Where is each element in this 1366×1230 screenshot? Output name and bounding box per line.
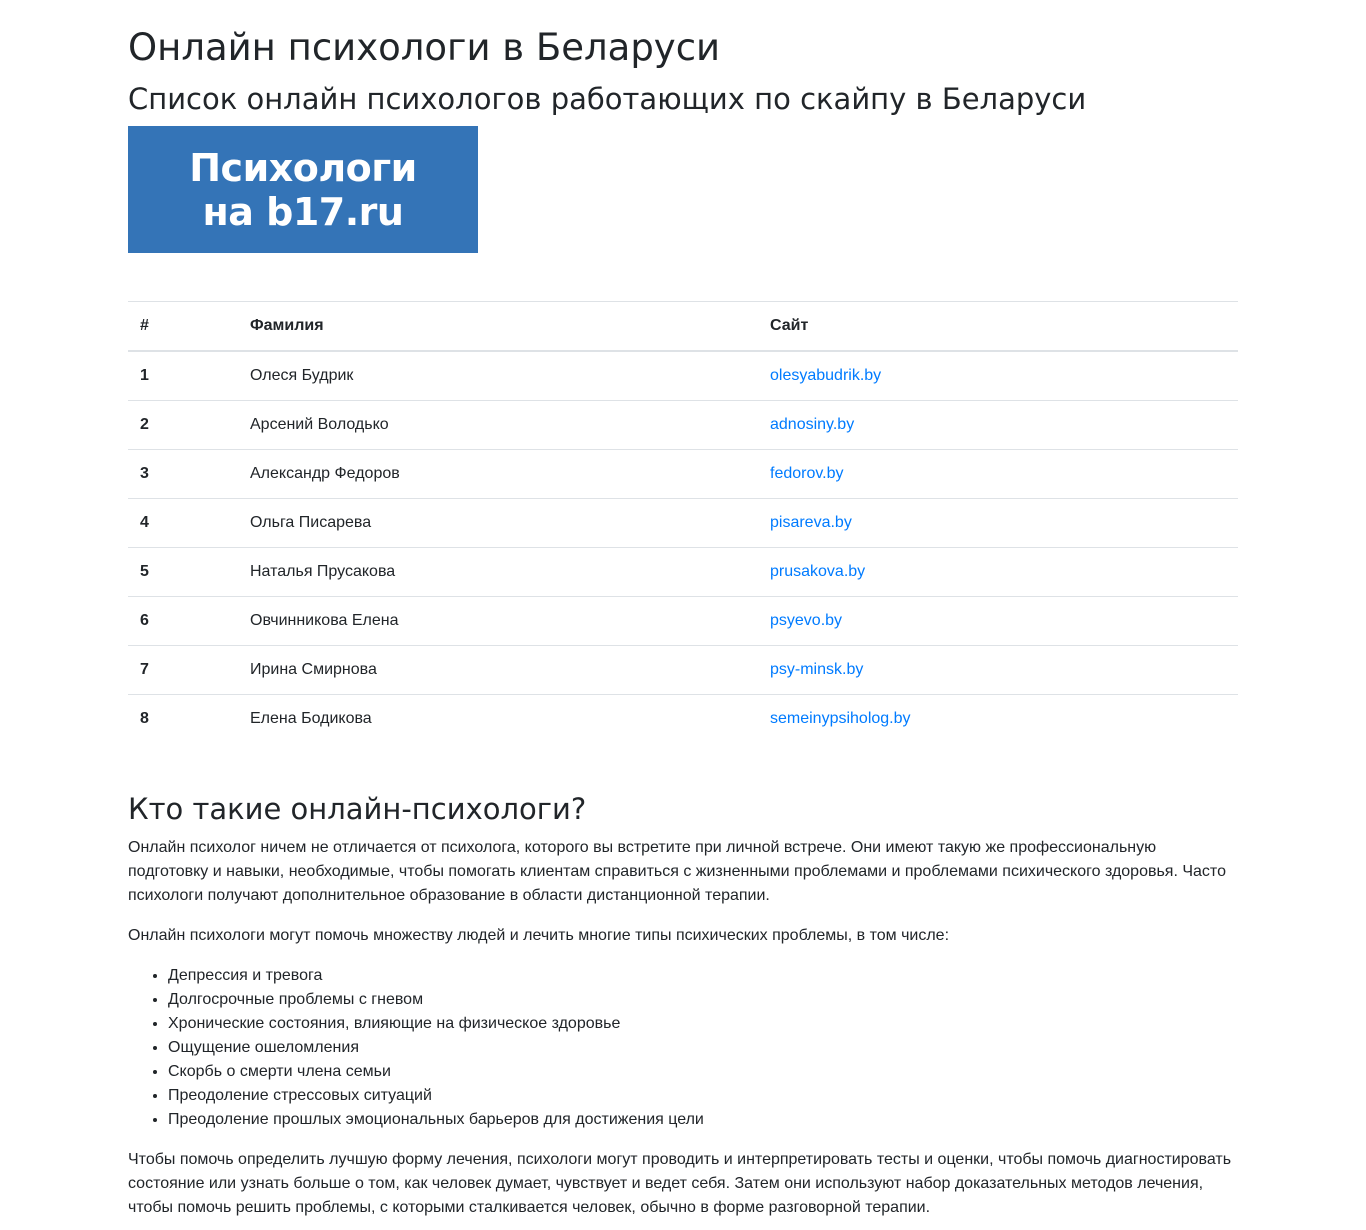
row-name: Ирина Смирнова	[238, 646, 758, 695]
site-link[interactable]: psyevo.by	[770, 612, 843, 629]
b17-banner[interactable]	[128, 126, 478, 253]
table-row	[128, 695, 1238, 744]
problems-list	[128, 964, 1238, 1132]
site-link[interactable]: psy-minsk.by	[770, 661, 864, 678]
row-number: 4	[128, 499, 238, 548]
row-site-cell	[758, 548, 1238, 597]
row-site-cell	[758, 499, 1238, 548]
site-link[interactable]: fedorov.by	[770, 465, 844, 482]
list-item: • Ощущение ошеломления	[168, 1036, 1238, 1060]
banner-text	[189, 146, 417, 234]
row-name: Арсений Володько	[238, 401, 758, 450]
row-number: 3	[128, 450, 238, 499]
row-name: Александр Федоров	[238, 450, 758, 499]
table-row	[128, 450, 1238, 499]
list-item: • Долгосрочные проблемы с гневом	[168, 988, 1238, 1012]
table-row	[128, 401, 1238, 450]
row-site-cell	[758, 695, 1238, 744]
table-row	[128, 499, 1238, 548]
list-item: • Депрессия и тревога	[168, 964, 1238, 988]
row-name: Овчинникова Елена	[238, 597, 758, 646]
list-item: • Преодоление стрессовых ситуаций	[168, 1084, 1238, 1108]
site-link[interactable]: olesyabudrik.by	[770, 367, 882, 384]
list-item: • Скорбь о смерти члена семьи	[168, 1060, 1238, 1084]
row-number: 2	[128, 401, 238, 450]
row-number: 8	[128, 695, 238, 744]
row-name: Олеся Будрик	[238, 351, 758, 401]
page-container	[128, 0, 1238, 1220]
site-link[interactable]: prusakova.by	[770, 563, 866, 580]
list-item: • Хронические состояния, влияющие на физическое здоровье	[168, 1012, 1238, 1036]
row-number: 1	[128, 351, 238, 401]
table-row	[128, 646, 1238, 695]
banner-line-1: Психологи	[189, 145, 417, 190]
header-surname: Фамилия	[238, 302, 758, 352]
row-site-cell	[758, 450, 1238, 499]
page-title: Онлайн психологи в Беларуси	[128, 26, 721, 69]
site-link[interactable]: semeinypsiholog.by	[770, 710, 911, 727]
section-heading: Кто такие онлайн-психологи?	[128, 792, 587, 826]
row-site-cell	[758, 351, 1238, 401]
list-item: • Преодоление прошлых эмоциональных барьеров для достижения цели	[168, 1108, 1238, 1132]
table-row	[128, 351, 1238, 401]
row-number: 7	[128, 646, 238, 695]
table-row	[128, 597, 1238, 646]
row-site-cell	[758, 401, 1238, 450]
site-link[interactable]: adnosiny.by	[770, 416, 855, 433]
row-name: Ольга Писарева	[238, 499, 758, 548]
psychologists-table	[128, 301, 1238, 743]
header-site: Сайт	[758, 302, 1238, 352]
banner-line-2: на b17.ru	[202, 189, 404, 234]
row-name: Елена Бодикова	[238, 695, 758, 744]
row-name: Наталья Прусакова	[238, 548, 758, 597]
article-paragraph-3: Чтобы помочь определить лучшую форму лечения, психологи могут проводить и интерпретировать тесты и оценки, чтобы помочь диагностировать состояние или узнать больше о том, как человек думает, чувствует и ведет себя. Затем они используют набор доказательных методов лечения, чтобы помочь решить проблемы, с которыми сталкивается человек, обычно в форме разговорной терапии.	[128, 1151, 1232, 1216]
site-link[interactable]: pisareva.by	[770, 514, 852, 531]
row-number: 5	[128, 548, 238, 597]
article-paragraph-1: Онлайн психолог ничем не отличается от психолога, которого вы встретите при личной встрече. Они имеют такую же профессиональную подготовку и навыки, необходимые, чтобы помогать клиентам справиться с жизненными проблемами и проблемами психического здоровья. Часто психологи получают дополнительное образование в области дистанционной терапии.	[128, 839, 1226, 904]
row-site-cell	[758, 597, 1238, 646]
table-header-row	[128, 302, 1238, 352]
header-number: #	[128, 302, 238, 352]
row-site-cell	[758, 646, 1238, 695]
table-row	[128, 548, 1238, 597]
page-subtitle: Список онлайн психологов работающих по скайпу в Беларуси	[128, 82, 1087, 116]
article-paragraph-2: Онлайн психологи могут помочь множеству людей и лечить многие типы психических проблемы, в том числе:	[128, 927, 950, 944]
row-number: 6	[128, 597, 238, 646]
